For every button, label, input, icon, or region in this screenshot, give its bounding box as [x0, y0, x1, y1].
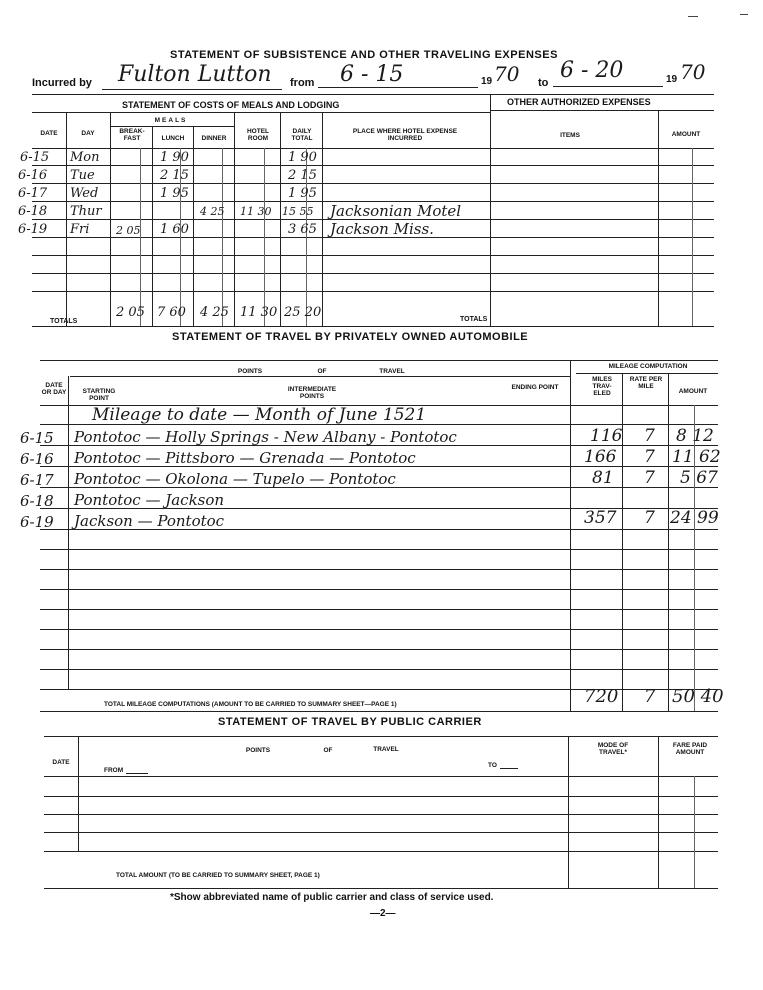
- other-expenses-title: OTHER AUTHORIZED EXPENSES: [507, 97, 651, 107]
- totals-dinner[interactable]: 4 25: [200, 305, 229, 320]
- col-dinner-header: DINNER: [201, 135, 227, 142]
- auto-row-route[interactable]: Pontotoc — Holly Springs - New Albany - Pontotoc: [74, 428, 457, 446]
- col-daily-header: DAILY TOTAL: [291, 128, 313, 142]
- to-underline: [553, 86, 663, 87]
- auto-row-route[interactable]: Pontotoc — Pittsboro — Grenada — Pontotoc: [74, 449, 416, 467]
- meals-row-date[interactable]: 6-19: [18, 222, 48, 237]
- meals-row-place[interactable]: Jacksonian Motel: [330, 202, 462, 220]
- auto-row-date[interactable]: 6-17: [20, 471, 54, 489]
- from-date[interactable]: 6 - 15: [340, 62, 404, 87]
- col-hotel-header: HOTEL ROOM: [246, 128, 270, 142]
- to-date[interactable]: 6 - 20: [560, 58, 624, 83]
- col-amount-header: AMOUNT: [671, 131, 701, 138]
- meals-row-day[interactable]: Fri: [70, 222, 90, 237]
- year-prefix-1: 19: [481, 76, 493, 87]
- auto-section-title: STATEMENT OF TRAVEL BY PRIVATELY OWNED AUTOMOBILE: [172, 331, 529, 343]
- meals-row-day[interactable]: Wed: [70, 186, 99, 201]
- meals-row-lunch[interactable]: 1 95: [160, 186, 189, 201]
- scan-mark: [688, 16, 698, 17]
- totals-daily[interactable]: 25 20: [284, 305, 322, 320]
- meals-row-breakfast[interactable]: 2 05: [116, 224, 141, 237]
- meals-row-place[interactable]: Jackson Miss.: [330, 220, 434, 238]
- meals-row-daily[interactable]: 2 15: [288, 168, 317, 183]
- auto-total-amount[interactable]: 50 40: [672, 686, 724, 707]
- auto-row-miles[interactable]: 357: [584, 508, 617, 528]
- auto-row-date[interactable]: 6-18: [20, 492, 54, 510]
- auto-mileage-header: MILEAGE COMPUTATION: [608, 363, 688, 370]
- col-items-header: ITEMS: [560, 132, 580, 139]
- auto-row-date[interactable]: 6-15: [20, 429, 54, 447]
- meals-row-lunch[interactable]: 1 90: [160, 150, 189, 165]
- to-label: to: [538, 77, 549, 89]
- auto-points-header: POINTS: [237, 368, 263, 375]
- auto-total-label: TOTAL MILEAGE COMPUTATIONS (AMOUNT TO BE CARRIED TO SUMMARY SHEET—PAGE 1): [104, 701, 397, 708]
- carrier-section-title: STATEMENT OF TRAVEL BY PUBLIC CARRIER: [218, 716, 482, 728]
- year-prefix-2: 19: [666, 74, 678, 85]
- carrier-travel-header: TRAVEL: [373, 746, 399, 753]
- year-1[interactable]: 70: [494, 62, 520, 86]
- carrier-points-header: POINTS: [245, 747, 271, 754]
- other-totals-label: TOTALS: [460, 316, 488, 323]
- auto-travel-header: TRAVEL: [379, 368, 405, 375]
- meals-section-title: STATEMENT OF COSTS OF MEALS AND LODGING: [122, 100, 340, 110]
- carrier-to-header: TO: [488, 762, 497, 769]
- meals-row-date[interactable]: 6-18: [18, 204, 48, 219]
- totals-lunch[interactable]: 7 60: [157, 305, 186, 320]
- from-underline: [318, 87, 478, 88]
- meals-row-dinner[interactable]: 4 25: [200, 205, 225, 218]
- carrier-date-header: DATE: [52, 759, 70, 766]
- incurred-by-label: Incurred by: [32, 77, 92, 89]
- auto-ending-header: ENDING POINT: [511, 384, 559, 391]
- carrier-of-header: OF: [323, 747, 333, 754]
- col-day-header: DAY: [81, 130, 95, 137]
- auto-note-row[interactable]: Mileage to date — Month of June 1521: [92, 405, 427, 425]
- meals-row-lunch[interactable]: 2 15: [160, 168, 189, 183]
- page-number: —2—: [370, 908, 396, 919]
- auto-row-miles[interactable]: 81: [592, 468, 614, 488]
- auto-row-rate[interactable]: 7: [644, 508, 655, 528]
- meals-row-daily[interactable]: 1 95: [288, 186, 317, 201]
- auto-miles-header: MILES TRAV-ELED: [592, 376, 612, 397]
- auto-row-amount[interactable]: 24 99: [670, 508, 719, 528]
- auto-row-amount[interactable]: 11 62: [672, 447, 721, 467]
- meals-row-daily[interactable]: 1 90: [288, 150, 317, 165]
- auto-start-header: STARTING POINT: [82, 388, 116, 402]
- form-title: STATEMENT OF SUBSISTENCE AND OTHER TRAVELING EXPENSES: [170, 49, 558, 61]
- auto-rate-header: RATE PER MILE: [629, 376, 663, 390]
- meals-row-date[interactable]: 6-15: [20, 150, 50, 165]
- meals-row-lunch[interactable]: 1 60: [160, 222, 189, 237]
- totals-hotel[interactable]: 11 30: [240, 305, 278, 320]
- auto-date-header: DATE OR DAY: [41, 382, 67, 396]
- auto-amount-header: AMOUNT: [678, 388, 708, 395]
- carrier-from-header: FROM: [104, 767, 124, 774]
- meals-row-day[interactable]: Thur: [70, 204, 102, 219]
- incurred-by-underline: [102, 89, 282, 90]
- auto-row-route[interactable]: Pontotoc — Jackson: [74, 491, 225, 509]
- meals-row-date[interactable]: 6-17: [18, 186, 48, 201]
- meals-totals-label: TOTALS: [50, 318, 78, 325]
- meals-row-date[interactable]: 6-16: [18, 168, 48, 183]
- year-2[interactable]: 70: [680, 60, 706, 84]
- incurred-by-name[interactable]: Fulton Lutton: [118, 62, 272, 87]
- totals-breakfast[interactable]: 2 05: [116, 305, 145, 320]
- auto-row-miles[interactable]: 166: [584, 447, 617, 467]
- meals-row-daily[interactable]: 3 65: [288, 222, 317, 237]
- carrier-mode-header: MODE OF TRAVEL*: [597, 742, 629, 756]
- col-date-header: DATE: [40, 130, 58, 137]
- col-lunch-header: LUNCH: [161, 135, 185, 142]
- scan-mark: [740, 14, 748, 15]
- auto-row-route[interactable]: Jackson — Pontotoc: [74, 512, 225, 530]
- auto-row-miles[interactable]: 116: [590, 426, 623, 446]
- auto-row-amount[interactable]: 8 12: [676, 426, 714, 446]
- auto-row-rate[interactable]: 7: [644, 468, 655, 488]
- carrier-total-label: TOTAL AMOUNT (TO BE CARRIED TO SUMMARY SHEET, PAGE 1): [116, 872, 320, 879]
- auto-total-miles[interactable]: 720: [584, 686, 619, 707]
- auto-row-date[interactable]: 6-19: [20, 513, 54, 531]
- footnote: *Show abbreviated name of public carrier and class of service used.: [170, 892, 494, 903]
- from-label: from: [290, 77, 315, 89]
- meals-row-day[interactable]: Mon: [70, 150, 100, 165]
- auto-intermediate-header: INTERMEDIATE POINTS: [287, 386, 337, 400]
- auto-row-date[interactable]: 6-16: [20, 450, 54, 468]
- col-meals-header: MEALS: [154, 117, 188, 124]
- auto-row-amount[interactable]: 5 67: [680, 468, 718, 488]
- auto-total-rate[interactable]: 7: [644, 686, 656, 707]
- meals-row-day[interactable]: Tue: [70, 168, 95, 183]
- carrier-fare-header: FARE PAID AMOUNT: [672, 742, 708, 756]
- col-breakfast-header: BREAK-FAST: [119, 128, 145, 142]
- meals-row-daily[interactable]: 15 55: [282, 205, 314, 218]
- auto-row-rate[interactable]: 7: [644, 426, 655, 446]
- col-place-header: PLACE WHERE HOTEL EXPENSE INCURRED: [352, 128, 458, 142]
- auto-row-rate[interactable]: 7: [644, 447, 655, 467]
- auto-of-header: OF: [317, 368, 327, 375]
- auto-row-route[interactable]: Pontotoc — Okolona — Tupelo — Pontotoc: [74, 470, 396, 488]
- meals-row-hotel[interactable]: 11 30: [240, 205, 272, 218]
